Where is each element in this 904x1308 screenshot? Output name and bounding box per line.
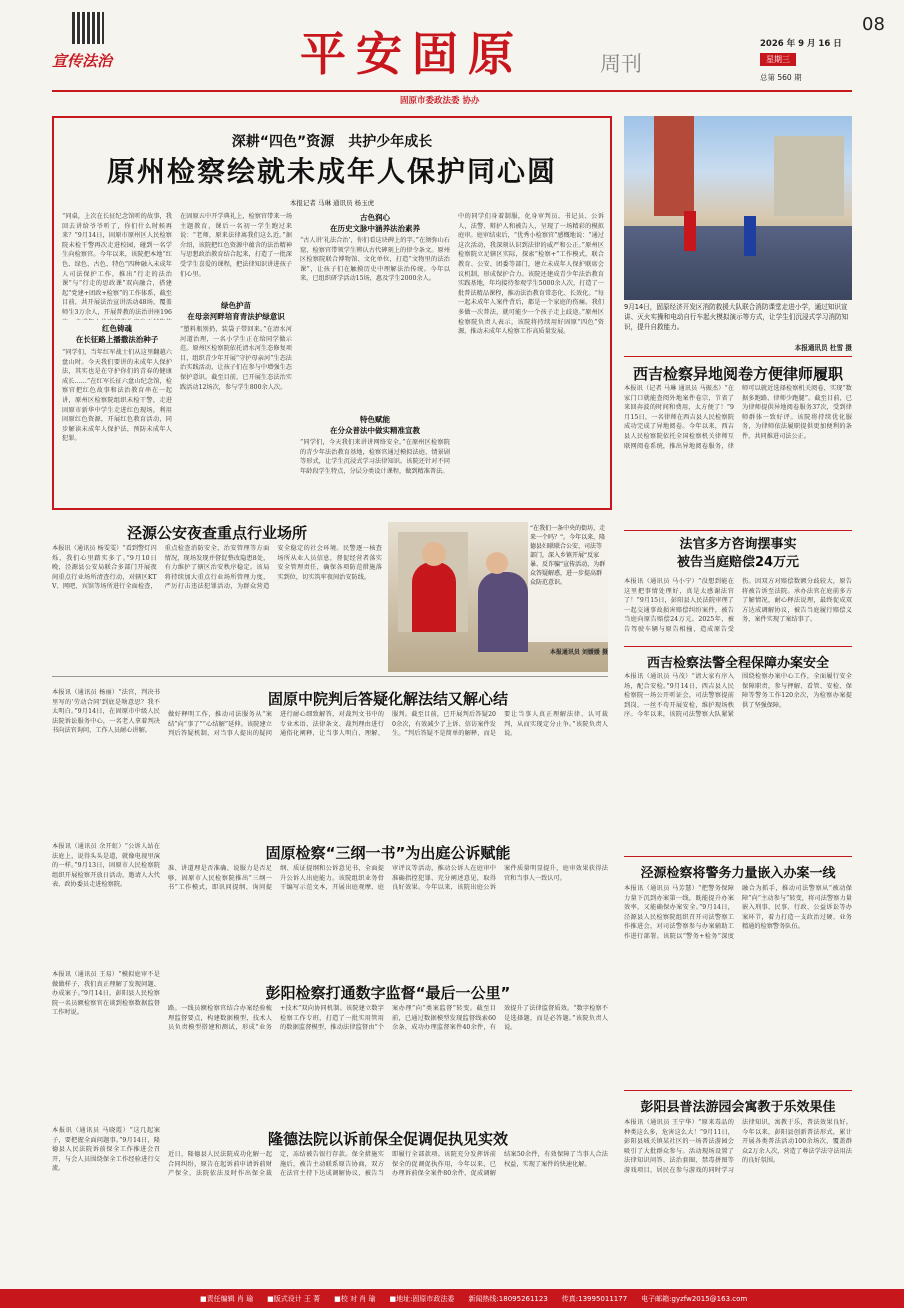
footer-address: ■地址:固原市政法委: [389, 1294, 455, 1303]
lead-col3: “古人讲‘礼法合治’，你们看这块碑上的字。”在须弥山石窟，检察官带领学生辨认古代碑刻上的律令条文。原州区检察院联合博物馆、文化单位，打造“文物里的法治课”，让孩子们在触摸历史中理解法治传统。今年以来，已组织研学活动15场，惠及学生2000余人。: [300, 237, 450, 283]
footer-hotline: 新闻热线:18095261123: [468, 1294, 548, 1303]
lead-sub2: 绿色护苗 在母亲河畔培育青法护绿意识: [187, 301, 285, 321]
page-number: 08: [862, 14, 885, 35]
issue-date: 2026 年 9 月 16 日: [760, 39, 842, 49]
article-a3-title: 西吉检察法警全程保障办案安全: [646, 656, 829, 671]
footer-email: 电子邮箱:gyzfw2015@163.com: [641, 1294, 748, 1303]
masthead-weekly: 周刊: [600, 52, 642, 76]
footer-proofreader: ■校 对 肖 瑜: [334, 1294, 376, 1303]
article-b1-title: 泾源公安夜查重点行业场所: [126, 524, 307, 542]
lead-col2: 在固原五中开学典礼上，检察官带来一场主题教育，课后一名初一学生跑过来说：“老师，原来法律离我们这么近。”据介绍，该院把红色资源中蕴含的法治精神与思想政治教育结合起来，打造了一批深受学生喜爱的课程，把法律知识讲进孩子们心里。: [180, 213, 292, 278]
article-b5-side: 本报讯（通讯员 马晓霞）“这几起案子，要把握全面问题事。”9月14日，隆德县人民法院诉前保全工作推进会召开，与会人员围绕保全工作经验进行交流。: [52, 1127, 160, 1173]
footer-bar: [0, 1289, 904, 1308]
article-a5-body: 本报讯（通讯员 王宁华）“原来毒品的种类这么多，危害这么大！”9月11日，彭阳县城关镇某社区的一场普法游园会吸引了大批群众参与。活动现场设置了法律知识问答、法治套圈、禁毒拼图等游戏项目，居民在参与游戏的同时学习法律知识，寓教于乐，普法效果良好。今年以来，彭阳县创新普法形式，累计开展各类普法活动100余场次，覆盖群众2万余人次，营造了尊法学法守法用法的良好氛围。: [624, 1119, 852, 1174]
footer-designer: ■版式设计 王 菁: [267, 1294, 321, 1303]
article-b1-side: 本报讯（通讯员 杨丽）“法官，判决书里写的‘劳动合同’到底是啥意思？我不太明白。”9月14日，在固原市中级人民法院诉讼服务中心，一名老人拿着判决书向法官询问，工作人员耐心讲解。: [52, 689, 160, 735]
lead-headline: 原州检察绘就未成年人保护同心圆: [106, 155, 557, 188]
article-a4-title: 泾源检察将警务力量嵌入办案一线: [640, 866, 836, 881]
lead-col2b: “塑料瓶别扔，装袋子带回来。”在清水河河道治理，一名小学生正在给同学做示范。原州区检察院依托清水河生态修复项目，组织青少年开展“守护母亲河”生态法治实践活动，让孩子们在参与中增强生态保护意识。截至目前，已开展生态法治实践活动12场次，参与学生800余人次。: [180, 326, 292, 391]
lead-col1b: “同学们，当年红军战士们从这里翻越六盘山时。今天我们要讲的未成年人保护法，其实也是在守护你们的青春的健康成长……”在红军长征六盘山纪念馆，检察官把红色故事和法治教育串在一起讲，原州区检察院组织未检干警，走进固原市新华中学生走进红色现场，利用固原红色资源，开展红色教育活动，同步解读未成年人保护法，预防未成年人犯罪。: [62, 349, 172, 443]
lead-sub3: 古色润心 在历史文脉中涵养法治素养: [330, 213, 420, 233]
article-a4-body: 本报讯（通讯员 马芳慧）“把警务保障力量下沉到办案第一线，既能提升办案效率，又能确保办案安全。”9月14日，泾源县人民检察院组织召开司法警察工作推进会，对司法警察参与办案辅助工作进行部署。该院以“警务+检务”深度融合为抓手，推动司法警察从“被动保障”向“主动参与”转变，将司法警察力量嵌入刑事、民事、行政、公益诉讼等办案环节，着力打造一支政治过硬、业务精通的检察警务队伍。: [624, 885, 852, 940]
article-b2-title: 固原中院判后答疑化解法结又解心结: [267, 690, 508, 708]
photo-publicity-event-caption: “在我们一条中央的街坊，走来一个吗？”。今年以来，隆德县妇联联合公安、司法等部门，深入乡镇开展“反家暴、反诈骗”宣传活动，为群众答疑解惑，进一步提高群众防范意识。: [528, 522, 608, 642]
article-b5-title: 隆德法院以诉前保全促调促执见实效: [267, 1130, 508, 1148]
article-b3-body: 准、讲道理是否准确、说服力是否足够，固原市人民检察院推出“三纲一书”工作模式，即讯问提纲、询问提纲、质证提纲和公诉意见书，全面提升公诉人出庭能力。该院组织业务骨干编写示范文本，开展出庭观摩、庭审评议等活动，推动公诉人在庭审中准确指控犯罪、充分阐述意见，取得良好效果。今年以来，该院出庭公诉案件质量明显提升，庭审效果获得法官和当事人一致认可。: [168, 865, 608, 892]
masthead-logo: 宣传法治: [52, 52, 113, 70]
footer-fax: 传真:13995011177: [561, 1294, 628, 1303]
lead-col3b: “同学们，今天我们来讲讲网络安全。”在原州区检察院的青少年法治教育基地，检察官通过模拟法庭、情景剧等形式，让学生沉浸式学习法律知识。该院还针对不同年龄段学生特点，分层分类设计课程，做到精准普法。: [300, 439, 450, 475]
article-a3-body: 本报讯（通讯员 马茂）“请大家有序入场，配合安检。”9月14日，西吉县人民检察院一场公开听证会，司法警察提前到岗，一丝不苟开展安检，维护现场秩序。今年以来，该院司法警察大队紧紧围绕检察办案中心工作，全面履行安全保障职责，参与押解、看管、安检、保障等警务工作120余次，为检察办案提供了坚强保障。: [624, 673, 852, 719]
footer-editor: ■责任编辑 肖 瑜: [200, 1294, 254, 1303]
lead-sub4: 特色赋能 在分众普法中做实精准宣教: [330, 415, 420, 435]
lead-kicker: 深耕“四色”资源 共护少年成长: [231, 134, 433, 150]
lead-byline: 本报记者 马琳 通讯员 杨玉虎: [289, 199, 375, 207]
masthead-title: 平安固原: [300, 27, 524, 81]
lead-col4: 中的同学们身着制服，化身审判员、书记员、公诉人，法警、辩护人和被告人，呈现了一场精彩的模拟庭审。庭审结束后，“优秀小检察官”感慨地说：“通过这次活动，我深刻认识到法律的威严和公正。”原州区检察院立足辖区实际，探索“检察+”工作模式，联合教育、公安、团委等部门，建立未成年人保护联席会议机制，形成保护合力。该院还建成青少年法治教育实践基地，年均接待参观学生5000余人次，打造了一批普法精品课程，推动法治教育常态化、长效化。“每一起未成年人案件背后，都是一个家庭的伤痛。我们多做一次普法，就可能少一个孩子走上歧途。”原州区检察院负责人表示，该院将持续用好固原“四色”资源，推动未成年人检察工作高质量发展。: [458, 213, 604, 336]
issue-number: 总第 560 期: [760, 73, 802, 82]
qr-code: [72, 12, 104, 44]
article-b2-side: 本报讯（通讯员 余开虹）“公诉人站在法庭上，说得头头是道，就像电视里演的一样。”9月13日，固原市人民检察院组织开展检察开放日活动，邀请人大代表、政协委员走进检察院。: [52, 843, 160, 889]
article-b1-body: 本报讯（通讯员 杨雯雯）“看到警灯闪烁，我们心里踏实多了。”9月10日晚，泾源县公安局联合多部门开展夜间重点行业场所清查行动，对辖区KTV、网吧、宾馆等场所进行全面检查，重点检查消防安全、治安管理等方面情况，现场发现并督促整改隐患8处，有力维护了辖区治安秩序稳定。该局将持续加大重点行业场所管理力度，严厉打击违法犯罪活动，为群众营造安全稳定的社会环境。民警逐一核查场所从业人员信息，督促经营者落实安全管理责任，确保各项防范措施落实到位，切实筑牢夜间治安防线。: [52, 545, 382, 591]
photo-fire-drill-caption: 9月14日，固原经济开发区消防救援大队联合消防课堂走进小学，通过知识宣讲、灭火实操和电动自行车起火模拟演示等方式，让学生们沉浸式学习消防知识，提升自救能力。: [624, 303, 849, 331]
article-b2-body: 做好释明工作，推动司法服务从“案结”向“事了”“心结解”延伸。该院建立判后答疑机制，对当事人提出的疑问进行耐心细致解答，对裁判文书中的专业术语、法律条文、裁判理由进行通俗化阐释，让当事人明白、理解、服判。截至目前，已开展判后答疑200余次，有效减少了上诉、信访案件发生。“判后答疑不是简单的解释，而是要让当事人真正理解法律、认可裁判，从而实现定分止争。”该院负责人说。: [168, 711, 608, 738]
photo-fire-drill: [624, 116, 852, 300]
article-b3-side: 本报讯（通讯员 王易）“模拟庭审不是做做样子，我们真正理解了发现问题、办成案子。”9月14日，彭阳县人民检察院一名员额检察官在谈到检察数据监督工作时说。: [52, 971, 160, 1017]
issue-weekday: 星期三: [760, 53, 796, 66]
article-a5-title: 彭阳县普法游园会寓教于乐效果佳: [640, 1100, 836, 1115]
article-a1-body: 本报讯（记者 马琳 通讯员 马振杰）“在家门口就能查阅外地案件卷宗，节省了来回奔波的时间和费用，太方便了！”9月15日，一名律师在西吉县人民检察院成功完成了异地阅卷。今年以来，西吉县人民检察院依托全国检察机关律师互联网阅卷系统，推出异地阅卷服务，律师可以就近选择检察机关阅卷，实现“数据多跑路、律师少跑腿”。截至目前，已为律师提供异地阅卷服务37次，受到律师群体一致好评。该院将持续优化服务，为律师依法履职提供更加便利的条件，共同推进司法公正。: [624, 385, 852, 450]
photo-publicity-event-credit: 本报通讯员 刘媛媛 摄: [549, 649, 608, 656]
lead-col1: “同桌，上次在长征纪念馆听的故事，我回去讲给爷爷听了，你们什么时候再来？”9月14日，固原市原州区人民检察院未检干警再次走进校园，碰到一名学生向检察官。今年以来，该院把本地“红色、绿色、古色、特色”四种融入未成年人司法保护工作，推出“行走的法治课”与“行走的思政课”双向融合，搭建起“党建+团政+检察”的工作体系，截至目前，共开展法治宣讲活动48场，覆盖师生3万余人，开展普教的法治讲座196: [62, 213, 172, 316]
article-b3-title: 固原检察“三纲一书”为出庭公诉赋能: [265, 844, 511, 862]
lead-sub1: 红色铸魂 在长征路上播撒法治种子: [75, 324, 159, 344]
article-b5-body: 近日，隆德县人民法院成功化解一起合同纠纷，原告在起诉前申请诉前财产保全，法院依法及时作出保全裁定，冻结被告银行存款。保全措施实施后，被告主动联系原告协商，双方在法官主持下达成调解协议，被告当即履行全部款项。该院充分发挥诉前保全的促调促执作用，今年以来，已办理诉前保全案件80余件，促成调解结案50余件，有效保障了当事人合法权益，实现了案件的快速化解。: [168, 1151, 608, 1178]
article-b4-body: 路。一线员额检察官结合办案经验梳理监督要点，构建数据模型，技术人员负责模型搭建和测试，形成“业务+技术”双向协同机制。该院建立数字检察工作专班，打造了一批实用管用的数据监督模型，推动法律监督由“个案办理”向“类案监督”转变。截至目前，已通过数据模型发现监督线索60余条，成功办理监督案件40余件，有效提升了法律监督质效。“数字检察不是选择题，而是必答题。”该院负责人说。: [168, 1005, 608, 1032]
article-a2-title: 法官多方咨询摆事实 被告当庭赔偿24万元: [676, 537, 800, 570]
article-b4-title: 彭阳检察打通数字监督“最后一公里”: [265, 984, 511, 1002]
article-a1-title: 西吉检察异地阅卷方便律师履职: [632, 365, 843, 383]
article-a2-body: 本报讯（通讯员 马小宁）“没想到能在这里把事情处理好，真是太感谢法官了！”9月15日，彭阳县人民法院审理了一起交通事故损害赔偿纠纷案件，被告当庭向原告赔偿24万元。2025年，被告驾驶车辆与原告相撞，造成原告受伤。因双方对赔偿数额分歧较大，原告将被告诉至法院。承办法官在庭前多方了解情况，耐心释法说理，最终促成双方达成调解协议，被告当庭履行赔偿义务，案件实现了案结事了。: [624, 578, 852, 633]
masthead-tagline: 固原市委政法委 协办: [400, 96, 480, 106]
photo-fire-drill-credit: 本报通讯员 杜雪 摄: [794, 344, 852, 352]
